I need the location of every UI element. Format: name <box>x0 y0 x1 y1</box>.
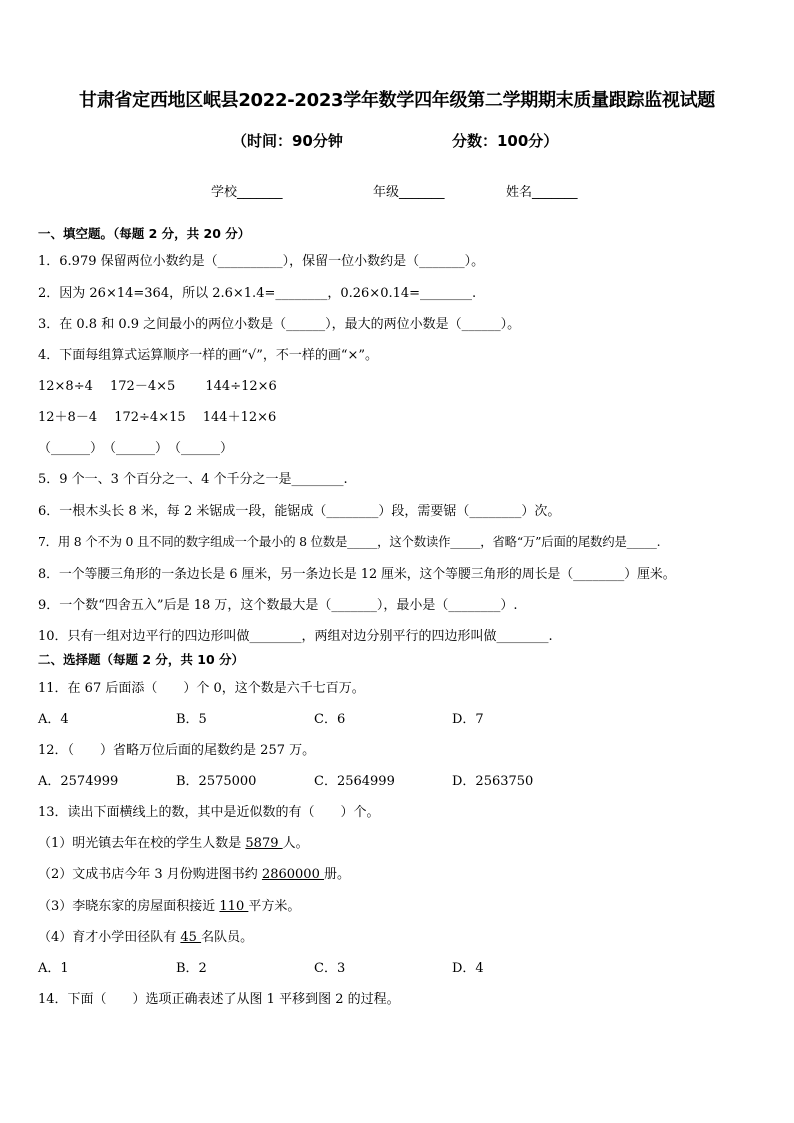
question-9: 9．一个数“四舍五入”后是 18 万，这个数最大是（_______），最小是（________）. <box>38 598 518 613</box>
section1-heading: 一、填空题。（每题 2 分，共 20 分） <box>38 226 251 241</box>
q11-option-d: D．7 <box>452 712 484 727</box>
q13-item-2 <box>38 863 350 882</box>
q13-item-2-number: 2860000 <box>261 867 324 882</box>
question-8: 8．一个等腰三角形的一条边长是 6 厘米，另一条边长是 12 厘米，这个等腰三角形的周长是（________）厘米。 <box>38 567 676 582</box>
q13-item-3 <box>38 895 300 914</box>
q11-option-b: B．5 <box>176 712 207 727</box>
q11-option-c: C．6 <box>314 712 346 727</box>
q13-item-4 <box>38 926 253 945</box>
q13-item-2-unit: 册。 <box>323 867 350 882</box>
question-4-answers: （______） （______） （______） <box>38 441 234 456</box>
q13-option-d: D．4 <box>452 961 484 976</box>
question-5: 5．9 个一、3 个百分之一、4 个千分之一是________. <box>38 472 348 487</box>
section2-heading: 二、选择题（每题 2 分，共 10 分） <box>38 652 245 667</box>
q13-item-4-unit: 名队员。 <box>201 930 254 945</box>
q13-item-3-unit: 平方米。 <box>248 899 301 914</box>
question-10: 10．只有一组对边平行的四边形叫做________，两组对边分别平行的四边形叫做________. <box>38 629 553 644</box>
school-field: 学校_______ <box>211 185 283 200</box>
q11-option-a: A．4 <box>38 712 69 727</box>
question-4-row-2: 12＋8－4 172÷4×15 144＋12×6 <box>38 410 277 425</box>
q13-item-4-number: 45 <box>180 930 202 945</box>
question-13: 13．读出下面横线上的数，其中是近似数的有（ ）个。 <box>38 805 380 820</box>
q13-item-1 <box>38 832 309 851</box>
exam-score: 分数：100分） <box>452 132 559 150</box>
q13-item-3-text: （3）李晓东家的房屋面积接近 <box>38 899 220 914</box>
question-1: 1．6.979 保留两位小数约是（__________），保留一位小数约是（_______）。 <box>38 254 485 269</box>
q12-option-c: C．2564999 <box>314 774 395 789</box>
exam-time: （时间：90分钟 <box>232 132 343 150</box>
q13-option-b: B．2 <box>176 961 207 976</box>
page-title: 甘肃省定西地区岷县2022-2023学年数学四年级第二学期期末质量跟踪监视试题 <box>79 90 715 111</box>
q12-option-b: B．2575000 <box>176 774 257 789</box>
q12-option-a: A．2574999 <box>38 774 119 789</box>
name-field: 姓名_______ <box>506 185 578 200</box>
q13-item-3-number: 110 <box>219 899 249 914</box>
q13-item-1-text: （1）明光镇去年在校的学生人数是 <box>38 836 246 851</box>
question-12: 12．（ ）省略万位后面的尾数约是 257 万。 <box>38 743 316 758</box>
question-7: 7．用 8 个不为 0 且不同的数字组成一个最小的 8 位数是_____，这个数读作_____，省略“万”后面的尾数约是_____. <box>38 534 661 549</box>
question-6: 6．一根木头长 8 米，每 2 米锯成一段，能锯成（________）段，需要锯（________）次。 <box>38 504 561 519</box>
q13-option-a: A．1 <box>38 961 69 976</box>
question-4-row-1: 12×8÷4 172－4×5 144÷12×6 <box>38 379 277 394</box>
q13-option-c: C．3 <box>314 961 346 976</box>
q13-item-1-unit: 人。 <box>282 836 309 851</box>
question-3: 3．在 0.8 和 0.9 之间最小的两位小数是（______），最大的两位小数是（______）。 <box>38 317 521 332</box>
q13-item-2-text: （2）文成书店今年 3 月份购进图书约 <box>38 867 262 882</box>
question-2: 2．因为 26×14=364，所以 2.6×1.4=________，0.26×0.14=________. <box>38 286 477 301</box>
q12-option-d: D．2563750 <box>452 774 534 789</box>
question-11: 11．在 67 后面添（ ）个 0，这个数是六千七百万。 <box>38 681 365 696</box>
question-14: 14．下面（ ）选项正确表述了从图 1 平移到图 2 的过程。 <box>38 992 400 1007</box>
grade-field: 年级_______ <box>373 185 445 200</box>
q13-item-4-text: （4）育才小学田径队有 <box>38 930 181 945</box>
question-4: 4．下面每组算式运算顺序一样的画“√”，不一样的画“×”。 <box>38 348 379 363</box>
q13-item-1-number: 5879 <box>245 836 283 851</box>
